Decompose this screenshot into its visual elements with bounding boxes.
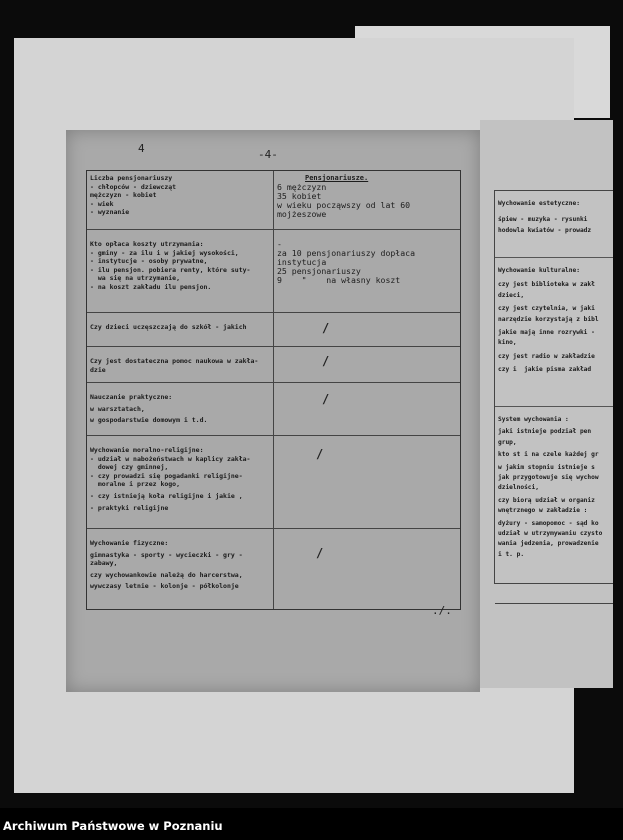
archive-name: Archiwum Państwowe w Poznaniu [3,819,223,833]
table-row [87,313,460,347]
document-page [66,130,480,692]
table-row [87,171,460,230]
question-cell: Czy jest dostateczna pomoc naukowa w zakła- dzie [87,347,274,382]
page-number: -4- [258,148,278,161]
answer-cell [274,383,460,435]
dash-mark: / [322,321,330,335]
adjacent-page [480,120,613,688]
adjacent-section: System wychowania : jaki istnieje podział pen grup, kto st i na czele każdej gr w jakim stopniu istnieje s jak przygotowuje się wychow dzielności, czy biorą udział w organiz wnętrznego w zakładzie : dyżury - samopomoc - sąd ko udział w utrzymywaniu czysto wania jedzenia, prowadzenie i t. p. [495,407,613,604]
question-cell: Czy dzieci uczęszczają do szkół - jakich [87,313,274,346]
adjacent-table [494,190,613,584]
question-cell: Kto opłaca koszty utrzymania: - gminy - za ilu i w jakiej wysokości, - instytucje - osoby prywatne, - ilu pensjon. pobiera renty, które suty- wa się na utrzymanie, - na koszt zakładu ilu pensjon. [87,230,274,312]
dash-mark: / [322,354,330,368]
dash-mark: / [322,392,330,406]
dash-mark: / [316,546,324,560]
question-cell: Wychowanie moralno-religijne: - udział w nabożeństwach w kaplicy zakła- dowej czy gminnej, - czy prowadzi się pogadanki religijne- moralne i przez kogo, - czy istnieją koła religijne i jakie , - praktyki religijne [87,436,274,528]
table-row [87,230,460,313]
question-cell: Liczba pensjonariuszy - chłopców - dziewcząt mężczyzn - kobiet - wiek - wyznanie [87,171,274,229]
question-cell: Wychowanie fizyczne: gimnastyka - sporty - wycieczki - gry - zabawy, czy wychowankowie należą do harcerstwa, wywczasy letnie - kolonje - półkolonje [87,529,274,609]
column-header: Pensjonariusze. [305,174,369,182]
answer-cell: - za 10 pensjonariuszy dopłaca instytucja 25 pensjonariuszy 9 " na własny koszt [277,240,416,285]
table-row [87,383,460,436]
adjacent-section: Wychowanie estetyczne: śpiew - muzyka - rysunki hodowla kwiatów - prowadz [495,191,613,258]
table-row [87,347,460,383]
answer-cell [274,529,460,609]
answer-cell: Pensjonariusze. 6 mężczyzn 35 kobiet w wieku począwszy od lat 60 mojżeszowe [274,171,460,229]
table-row [87,529,460,609]
answer-cell [274,347,460,382]
answer-cell [274,313,460,346]
page-number-handwritten: 4 [138,142,145,155]
question-cell: Nauczanie praktyczne: w warsztatach, w gospodarstwie domowym i t.d. [87,383,274,435]
adjacent-section: Wychowanie kulturalne: czy jest biblioteka w zakł dzieci, czy jest czytelnia, w jaki narzędzie korzystają z bibl jakie mają inne rozrywki - kino, czy jest radio w zakładzie czy i jakie pisma zakład [495,258,613,407]
table-row [87,436,460,529]
answer-cell [274,436,460,528]
footer-mark: ./. [432,604,452,617]
dash-mark: / [316,447,324,461]
questionnaire-table [86,170,461,610]
archive-banner [0,808,623,840]
